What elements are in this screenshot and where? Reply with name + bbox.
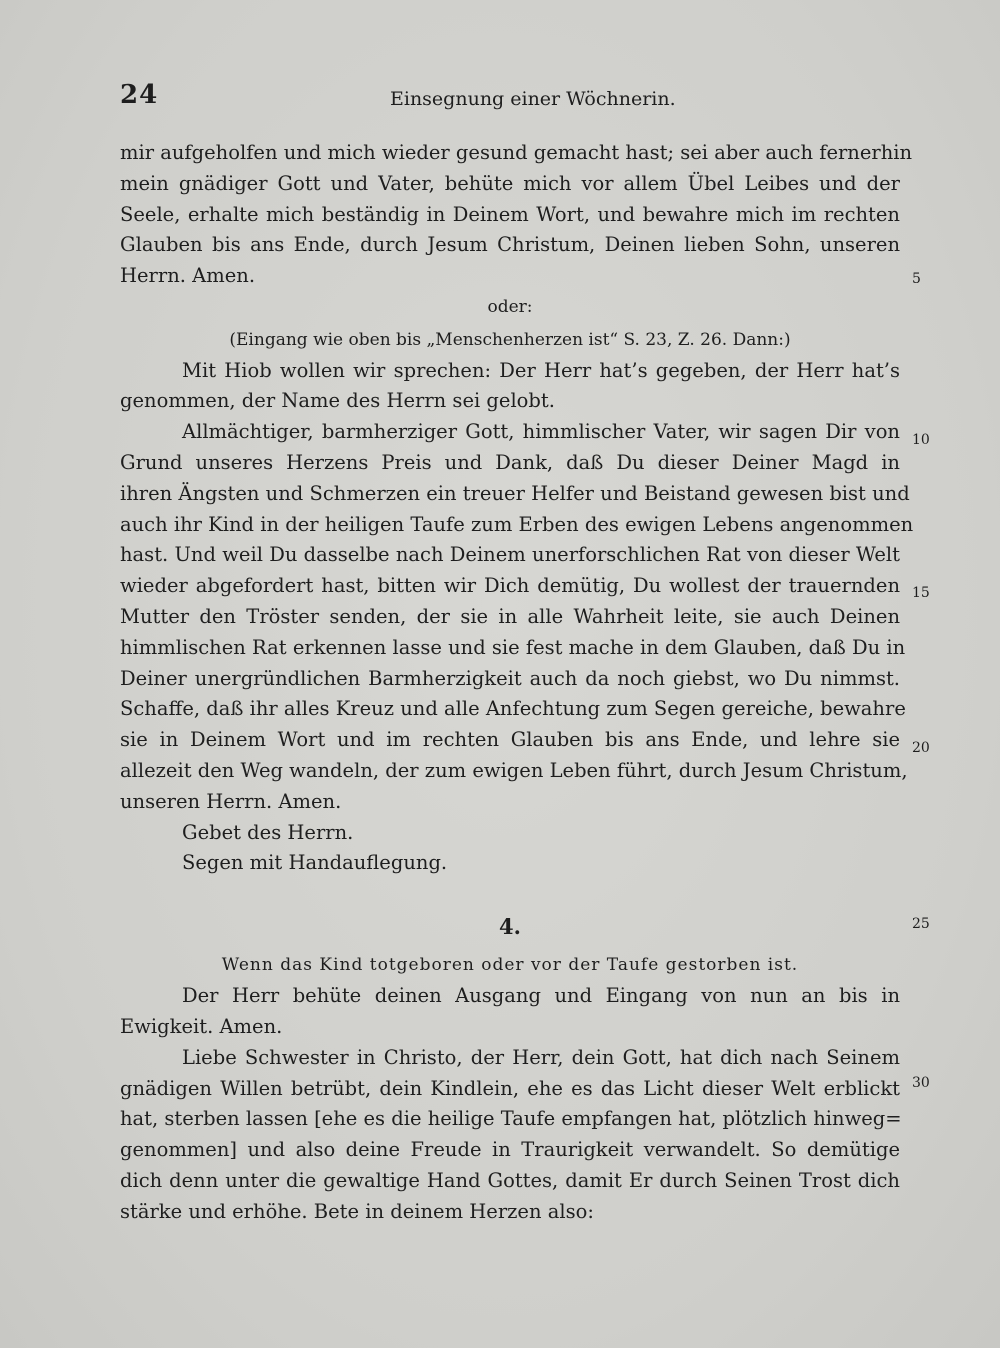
text-line: sie in Deinem Wort und im rechten Glauben bis ans Ende, und lehre sie (120, 728, 900, 752)
text-line: allezeit den Weg wandeln, der zum ewigen Leben führt, durch Jesum Christum, (120, 758, 908, 782)
text-line: Allmächtiger, barmherziger Gott, himmlischer Vater, wir sagen Dir von (182, 420, 900, 444)
text-line: wieder abgefordert hast, bitten wir Dich demütig, Du wollest der trauernden (120, 574, 900, 598)
text-line: genommen] und also deine Freude in Traurigkeit verwandelt. So demütige (120, 1138, 900, 1162)
text-line: Glauben bis ans Ende, durch Jesum Christum, Deinen lieben Sohn, unseren (120, 233, 900, 257)
text-line: himmlischen Rat erkennen lasse und sie fest mache in dem Glauben, daß Du in (120, 635, 906, 659)
alternative-marker: oder: (487, 296, 533, 317)
text-line: Deiner unergründlichen Barmherzigkeit auch da noch giebst, wo Du nimmst. (120, 666, 900, 690)
text-line: mein gnädiger Gott und Vater, behüte mich vor allem Übel Leibes und der (120, 171, 900, 195)
text-line: ihren Ängsten und Schmerzen ein treuer Helfer und Beistand gewesen bist und (120, 481, 910, 505)
text-line: hat, sterben lassen [ehe es die heilige Taufe empfangen hat, plötzlich hinweg= (120, 1107, 902, 1131)
text-line: Seele, erhalte mich beständig in Deinem Wort, und bewahre mich im rechten (120, 202, 900, 226)
line-number: 5 (912, 271, 921, 287)
text-line: Liebe Schwester in Christo, der Herr, dein Gott, hat dich nach Seinem (182, 1045, 900, 1069)
running-title: Einsegnung einer Wöchnerin. (390, 88, 676, 110)
text-line: Segen mit Handauflegung. (182, 851, 448, 875)
line-number: 10 (912, 432, 930, 448)
section-number: 4. (499, 914, 521, 940)
section-heading: Wenn das Kind totgeboren oder vor der Taufe gestorben ist. (221, 955, 799, 976)
text-line: Grund unseres Herzens Preis und Dank, daß Du dieser Deiner Magd in (120, 450, 900, 474)
line-number: 30 (912, 1075, 930, 1091)
line-number: 15 (912, 585, 930, 601)
text-line: dich denn unter die gewaltige Hand Gottes, damit Er durch Seinen Trost dich (120, 1168, 900, 1192)
line-number: 20 (912, 740, 930, 756)
rubric-note: (Eingang wie oben bis „Menschenherzen ist“ S. 23, Z. 26. Dann:) (229, 329, 791, 350)
text-line: Schaffe, daß ihr alles Kreuz und alle Anfechtung zum Segen gereiche, bewahre (120, 697, 906, 721)
text-line: gnädigen Willen betrübt, dein Kindlein, ehe es das Licht dieser Welt erblickt (120, 1076, 900, 1100)
text-line: Der Herr behüte deinen Ausgang und Eingang von nun an bis in (182, 984, 900, 1008)
text-line: mir aufgeholfen und mich wieder gesund gemacht hast; sei aber auch fernerhin (120, 141, 913, 164)
text-line: stärke und erhöhe. Bete in deinem Herzen also: (120, 1199, 594, 1223)
text-line: auch ihr Kind in der heiligen Taufe zum Erben des ewigen Lebens angenommen (120, 512, 914, 536)
line-number: 25 (912, 916, 930, 932)
text-line: Herrn. Amen. (120, 264, 256, 288)
text-line: Gebet des Herrn. (182, 820, 354, 844)
text-line: Mit Hiob wollen wir sprechen: Der Herr hat’s gegeben, der Herr hat’s (182, 358, 900, 382)
page-header (120, 80, 900, 120)
text-line: genommen, der Name des Herrn sei gelobt. (120, 389, 555, 413)
page-number: 24 (120, 80, 159, 110)
text-line: unseren Herrn. Amen. (120, 789, 342, 813)
text-line: Ewigkeit. Amen. (120, 1014, 283, 1038)
page-body (120, 138, 914, 1228)
text-line: hast. Und weil Du dasselbe nach Deinem unerforschlichen Rat von dieser Welt (120, 543, 900, 567)
text-line: Mutter den Tröster senden, der sie in alle Wahrheit leite, sie auch Deinen (120, 604, 900, 628)
